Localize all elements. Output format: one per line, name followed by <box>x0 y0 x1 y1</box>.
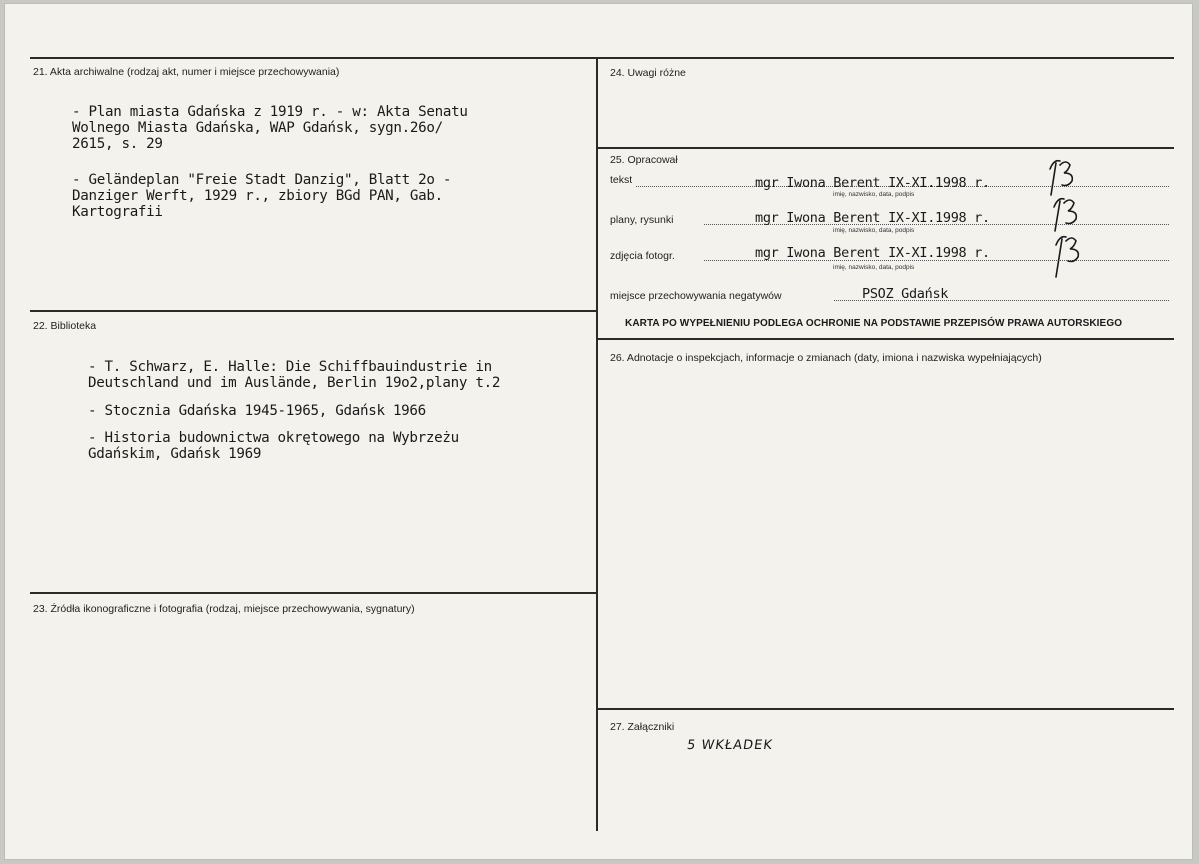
text-line: Danziger Werft, 1929 r., zbiory BGd PAN, Gab. <box>72 188 443 204</box>
author-value-text: mgr Iwona Berent IX-XI.1998 r. <box>755 175 990 191</box>
negatives-value: PSOZ Gdańsk <box>862 286 949 302</box>
section-23-label: 23. Źródła ikonograficzne i fotografia (rodzaj, miejsce przechowywania, sygnatury) <box>33 603 415 615</box>
row-label-photos: zdjęcia fotogr. <box>610 250 675 262</box>
row-label-text: tekst <box>610 174 633 186</box>
text-line: - Historia budownictwa okrętowego na Wybrzeżu <box>88 430 459 446</box>
section-24-label: 24. Uwagi różne <box>610 67 686 79</box>
archival-entry-1 <box>72 104 468 152</box>
column-divider <box>596 57 598 831</box>
rule-24-25 <box>598 147 1174 149</box>
library-entry-2 <box>88 403 426 419</box>
section-22-label: 22. Biblioteka <box>33 320 97 332</box>
section-21-label: 21. Akta archiwalne (rodzaj akt, numer i miejsce przechowywania) <box>33 66 340 78</box>
rule-21-22 <box>30 310 596 312</box>
section-25-label: 25. Opracował <box>610 154 678 166</box>
author-value-photos: mgr Iwona Berent IX-XI.1998 r. <box>755 245 990 261</box>
library-entry-1 <box>88 359 500 391</box>
field-hint: imię, nazwisko, data, podpis <box>833 191 915 198</box>
author-value-plans: mgr Iwona Berent IX-XI.1998 r. <box>755 210 990 226</box>
archival-entry-2 <box>72 172 451 220</box>
text-line: - Stocznia Gdańska 1945-1965, Gdańsk 1966 <box>88 403 426 419</box>
text-line: Gdańskim, Gdańsk 1969 <box>88 446 262 462</box>
text-line: Deutschland und im Auslände, Berlin 19o2,plany t.2 <box>88 375 501 391</box>
attachments-value: 5 WKŁADEK <box>685 738 774 753</box>
text-line: - Geländeplan "Freie Stadt Danzig", Blatt 2o - <box>72 172 452 188</box>
rule-22-23 <box>30 592 596 594</box>
text-line: - T. Schwarz, E. Halle: Die Schiffbauindustrie in <box>88 359 492 375</box>
top-rule <box>30 57 1174 59</box>
library-entry-3 <box>88 430 459 462</box>
section-27-label: 27. Załączniki <box>610 721 675 733</box>
signature-initials-3 <box>1046 231 1096 277</box>
negatives-label: miejsce przechowywania negatywów <box>610 290 782 302</box>
rule-26-27 <box>598 708 1174 710</box>
text-line: Wolnego Miasta Gdańska, WAP Gdańsk, sygn.26o/ <box>72 120 443 136</box>
text-line: 2615, s. 29 <box>72 136 163 152</box>
record-card <box>4 3 1193 860</box>
field-hint: imię, nazwisko, data, podpis <box>833 227 915 234</box>
row-label-plans: plany, rysunki <box>610 214 674 226</box>
copyright-notice: KARTA PO WYPEŁNIENIU PODLEGA OCHRONIE NA PODSTAWIE PRZEPISÓW PRAWA AUTORSKIEGO <box>625 318 1123 329</box>
field-hint: imię, nazwisko, data, podpis <box>833 264 915 271</box>
text-line: - Plan miasta Gdańska z 1919 r. - w: Akta Senatu <box>72 104 468 120</box>
text-line: Kartografii <box>72 204 163 220</box>
rule-25-26 <box>598 338 1174 340</box>
section-26-label: 26. Adnotacje o inspekcjach, informacje o zmianach (daty, imiona i nazwiska wypełniających) <box>610 352 1042 364</box>
